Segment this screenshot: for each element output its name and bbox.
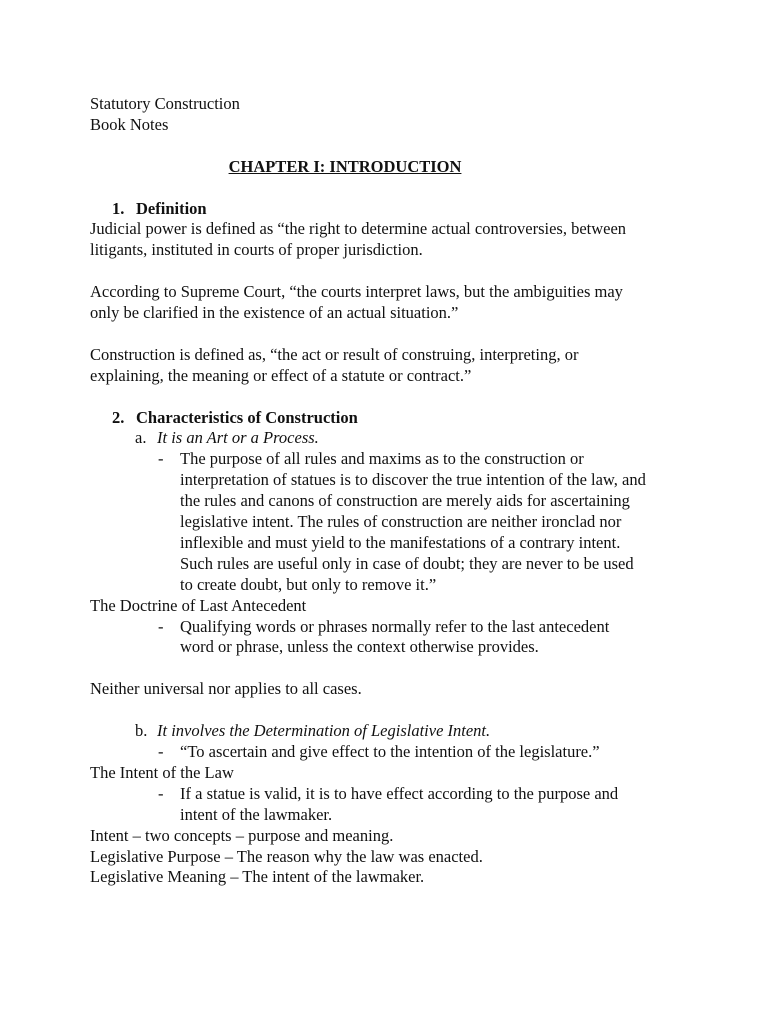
definition-para-1-line-1: Judicial power is defined as “the right to determine actual controversies, between	[90, 219, 627, 239]
intent-bullet	[90, 784, 680, 826]
intent-concepts-line: Intent – two concepts – purpose and meaning.	[90, 825, 394, 845]
legislative-purpose-line: Legislative Purpose – The reason why the law was enacted.	[90, 846, 483, 866]
doctrine-heading: The Doctrine of Last Antecedent	[90, 595, 307, 615]
intent-bullet-line: If a statue is valid, it is to have effect according to the purpose and	[180, 783, 619, 803]
bullet-a-line: to create doubt, but only to remove it.”	[180, 574, 437, 594]
subsection-a-title: It is an Art or a Process.	[157, 428, 319, 448]
definition-para-3-line-1: Construction is defined as, “the act or result of construing, interpreting, or	[90, 344, 579, 364]
document-body	[90, 94, 680, 888]
bullet-a-line: The purpose of all rules and maxims as to the construction or	[180, 449, 584, 469]
legislative-meaning-line: Legislative Meaning – The intent of the lawmaker.	[90, 867, 425, 887]
chapter-title: CHAPTER I: INTRODUCTION	[228, 156, 462, 176]
bullet-a-line: Such rules are useful only in case of doubt; they are never to be used	[180, 553, 634, 573]
section-1-heading	[90, 199, 680, 220]
bullet-b-line: “To ascertain and give effect to the intention of the legislature.”	[180, 741, 600, 761]
bullet-a-line: inflexible and must yield to the manifestations of a contrary intent.	[180, 532, 621, 552]
subsection-a-label: a.	[135, 428, 147, 448]
bullet-a-line: legislative intent. The rules of construction are neither ironclad nor	[180, 512, 622, 532]
header-subtitle: Book Notes	[90, 114, 169, 134]
dash-marker: -	[158, 616, 164, 636]
doctrine-bullet	[90, 617, 680, 659]
intent-bullet-line: intent of the lawmaker.	[180, 804, 333, 824]
doctrine-bullet-line: Qualifying words or phrases normally refer to the last antecedent	[180, 616, 610, 636]
subsection-a	[90, 428, 680, 449]
definition-para-1-line-2: litigants, instituted in courts of proper jurisdiction.	[90, 240, 423, 260]
bullet-a-line: interpretation of statues is to discover the true intention of the law, and	[180, 470, 646, 490]
section-1-number: 1.	[112, 198, 125, 218]
bullet-a-line: the rules and canons of construction are merely aids for ascertaining	[180, 491, 630, 511]
definition-para-2-line-2: only be clarified in the existence of an actual situation.”	[90, 303, 459, 323]
dash-marker: -	[158, 449, 164, 469]
dash-marker: -	[158, 783, 164, 803]
bullet-b	[90, 742, 680, 763]
bullet-a	[90, 449, 680, 595]
section-2-title: Characteristics of Construction	[136, 407, 358, 427]
subsection-b	[90, 721, 680, 742]
dash-marker: -	[158, 741, 164, 761]
intent-heading: The Intent of the Law	[90, 762, 234, 782]
definition-para-3-line-2: explaining, the meaning or effect of a statute or contract.”	[90, 365, 472, 385]
subsection-b-title: It involves the Determination of Legislative Intent.	[157, 721, 491, 741]
doctrine-bullet-line: word or phrase, unless the context otherwise provides.	[180, 637, 539, 657]
section-2-number: 2.	[112, 407, 125, 427]
subsection-b-label: b.	[135, 721, 148, 741]
neither-universal-line: Neither universal nor applies to all cases.	[90, 679, 362, 699]
definition-para-2-line-1: According to Supreme Court, “the courts interpret laws, but the ambiguities may	[90, 282, 623, 302]
section-2-heading	[90, 408, 680, 429]
header-title: Statutory Construction	[90, 94, 240, 113]
section-1-title: Definition	[136, 198, 207, 218]
